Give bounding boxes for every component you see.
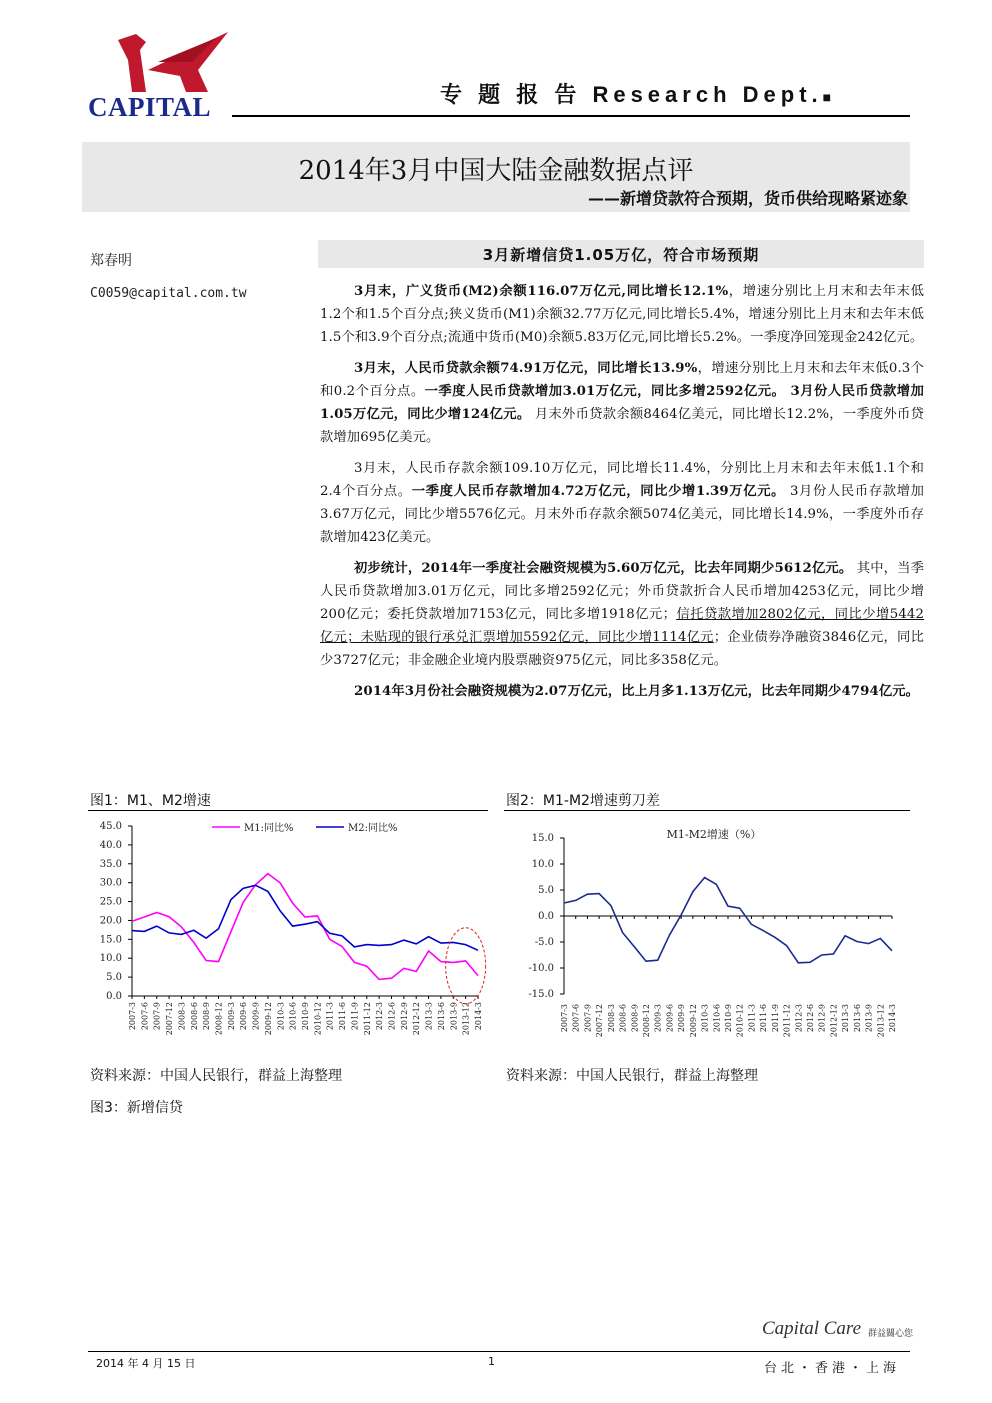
- x-tick-label: 2009-9: [251, 1002, 261, 1031]
- x-tick-label: 2007-9: [583, 1004, 593, 1033]
- report-subtitle: ——新增贷款符合预期，货币供给现略紧迹象: [587, 189, 908, 208]
- header-title-text: 专 题 报 告 Research Dept.: [440, 82, 823, 107]
- bold-text: 初步统计，2014年一季度社会融资规模为5.60万亿元，比去年同期少5612亿元。: [354, 561, 853, 576]
- bold-text: 3月末，广义货币(M2)余额116.07万亿元,同比增长12.1%: [354, 284, 729, 299]
- x-tick-label: 2014-3: [474, 1002, 483, 1031]
- text-run: ，增速分别比上月末和去年末低0.3个和0.2个百分点。: [320, 361, 924, 399]
- figure2-source: 资料来源：中国人民银行，群益上海整理: [506, 1068, 758, 1084]
- chart-m1-m2-growth: [88, 812, 492, 1058]
- y-tick-label: 0.0: [106, 991, 122, 1002]
- header-square-glyph: ■: [822, 89, 837, 105]
- paragraph: [320, 280, 924, 349]
- x-tick-label: 2007-12: [165, 1002, 175, 1036]
- figure2-rule: [504, 810, 910, 811]
- footer-date: 2014 年 4 月 15 日: [96, 1357, 196, 1370]
- x-tick-label: 2008-3: [177, 1002, 187, 1031]
- y-tick-label: 40.0: [99, 839, 122, 851]
- x-tick-label: 2012-9: [817, 1004, 827, 1033]
- x-tick-label: 2013-6: [852, 1004, 862, 1033]
- y-tick-label: 15.0: [99, 934, 122, 946]
- footer-brand: Capital Care: [762, 1318, 862, 1339]
- x-tick-label: 2013-3: [841, 1004, 851, 1033]
- x-tick-label: 2010-3: [700, 1004, 710, 1033]
- x-tick-label: 2012-9: [399, 1002, 409, 1031]
- paragraph: [320, 457, 924, 549]
- x-tick-label: 2010-9: [724, 1004, 733, 1033]
- x-tick-label: 2011-9: [770, 1004, 780, 1033]
- x-tick-label: 2007-3: [560, 1004, 569, 1033]
- x-tick-label: 2013-12: [876, 1004, 886, 1038]
- footer-page-number: 1: [488, 1355, 495, 1368]
- x-tick-label: 2009-12: [688, 1004, 698, 1038]
- section-title: 3月新增信贷1.05万亿，符合市场预期: [482, 246, 760, 264]
- x-tick-label: 2009-3: [226, 1002, 236, 1031]
- x-tick-label: 2007-6: [140, 1002, 150, 1031]
- x-tick-label: 2008-3: [606, 1004, 616, 1033]
- chart-title: M1-M2增速（%）: [666, 828, 762, 841]
- y-tick-label: 25.0: [99, 896, 122, 908]
- x-tick-label: 2012-12: [829, 1004, 839, 1038]
- x-tick-label: 2010-12: [735, 1004, 745, 1038]
- x-tick-label: 2011-6: [338, 1002, 348, 1031]
- footer-brand-sub: 群益關心您: [868, 1329, 914, 1339]
- chart-m1-m2-spread: [504, 812, 910, 1058]
- body-text: [320, 280, 924, 711]
- text-run: 3月末，人民币存款余额109.10万亿元，同比增长11.4%，分别比上月末和去年末低1.1个和2.4个百分点。: [320, 461, 924, 499]
- x-tick-label: 2007-6: [571, 1004, 581, 1033]
- x-tick-label: 2008-9: [202, 1002, 212, 1031]
- text-run: 其中，当季人民币贷款增加3.01万亿元，同比多增2592亿元；外币贷款折合人民币增加4253亿元，同比少增200亿元；委托贷款增加7153亿元，同比多增1918亿元；: [320, 561, 925, 622]
- y-tick-label: 10.0: [99, 953, 122, 965]
- x-tick-label: 2014-3: [888, 1004, 897, 1033]
- footer-cities: 台北・香港・上海: [764, 1361, 901, 1376]
- logo-bird-shape: [118, 34, 146, 92]
- x-tick-label: 2007-12: [595, 1004, 605, 1038]
- text-run: ，增速分别比上月末和去年末低1.2个和1.5个百分点;狭义货币(M1)余额32.77万亿元,同比增长5.4%，增速分别比上月末和去年末低1.5个和3.9个百分点;流通中货币(M0)余额5.83万亿元,同比增长5.2%。一季度净回笼现金242亿元。: [320, 284, 924, 345]
- y-tick-label: 20.0: [99, 915, 122, 927]
- x-tick-label: 2011-6: [759, 1004, 769, 1033]
- text-run: 月末外币贷款余额8464亿美元，同比增长12.2%，一季度外币贷款增加695亿美元。: [320, 407, 924, 445]
- x-tick-label: 2009-6: [239, 1002, 249, 1031]
- y-tick-label: 45.0: [99, 821, 122, 832]
- text-run: 3月份人民币存款增加3.67万亿元，同比少增5576亿元。月末外币存款余额5074亿美元，同比增长14.9%，一季度外币存款增加423亿美元。: [320, 484, 924, 545]
- series-line: [564, 878, 892, 963]
- series-line: [132, 874, 478, 980]
- x-tick-label: 2012-6: [387, 1002, 397, 1031]
- x-tick-label: 2009-6: [665, 1004, 675, 1033]
- figure1-rule: [88, 810, 488, 811]
- y-tick-label: -15.0: [528, 989, 554, 1000]
- x-tick-label: 2011-3: [747, 1004, 757, 1033]
- x-tick-label: 2008-6: [618, 1004, 628, 1033]
- paragraph: [320, 680, 924, 703]
- x-tick-label: 2010-6: [712, 1004, 722, 1033]
- legend-label: M1:同比%: [244, 823, 294, 834]
- paragraph: [320, 357, 924, 449]
- y-tick-label: 5.0: [538, 885, 554, 896]
- report-title: 2014年3月中国大陆金融数据点评: [298, 156, 694, 186]
- x-tick-label: 2008-12: [214, 1002, 224, 1036]
- x-tick-label: 2013-9: [449, 1002, 459, 1031]
- y-tick-label: 15.0: [531, 833, 554, 844]
- x-tick-label: 2010-12: [313, 1002, 323, 1036]
- x-tick-label: 2007-3: [128, 1002, 137, 1031]
- x-tick-label: 2008-6: [189, 1002, 199, 1031]
- x-tick-label: 2012-3: [375, 1002, 385, 1031]
- paragraph: [320, 557, 924, 672]
- x-tick-label: 2008-9: [630, 1004, 640, 1033]
- x-tick-label: 2008-12: [642, 1004, 651, 1038]
- header-title: [440, 78, 836, 109]
- x-tick-label: 2013-9: [864, 1004, 874, 1033]
- bold-text: 一季度人民币贷款增加3.01万亿元，同比多增2592亿元。 3月份人民币贷款增加1.05万亿元，同比少增124亿元。: [320, 384, 924, 422]
- x-tick-label: 2010-6: [288, 1002, 298, 1031]
- bold-text: 2014年3月份社会融资规模为2.07万亿元，比上月多1.13万亿元，比去年同期少4794亿元。: [354, 684, 920, 699]
- y-tick-label: 5.0: [106, 972, 122, 984]
- x-tick-label: 2011-12: [362, 1002, 372, 1036]
- y-tick-label: 30.0: [99, 877, 122, 889]
- x-tick-label: 2009-9: [677, 1004, 687, 1033]
- figure1-source: 资料来源：中国人民银行，群益上海整理: [90, 1068, 342, 1084]
- text-run: ；企业债券净融资3846亿元，同比少3727亿元；非金融企业境内股票融资975亿元，同比多358亿元。: [320, 630, 924, 668]
- x-tick-label: 2010-3: [276, 1002, 286, 1031]
- x-tick-label: 2010-9: [301, 1002, 310, 1031]
- x-tick-label: 2009-12: [263, 1002, 273, 1036]
- legend-label: M2:同比%: [348, 823, 398, 834]
- x-tick-label: 2013-6: [436, 1002, 446, 1031]
- footer-rule: [88, 1351, 910, 1352]
- underlined-text: 信托贷款增加2802亿元，同比少增5442亿元；未贴现的银行承兑汇票增加5592亿元，同比少增1114亿元: [320, 607, 925, 645]
- y-tick-label: 10.0: [531, 859, 554, 870]
- x-tick-label: 2009-3: [653, 1004, 663, 1033]
- figure3-caption: 图3：新增信贷: [90, 1100, 183, 1116]
- annotation-ellipse: [446, 928, 486, 1004]
- author-email: C0059@capital.com.tw: [90, 286, 247, 301]
- x-tick-label: 2007-9: [152, 1002, 162, 1031]
- author-name: 郑春明: [90, 253, 132, 269]
- x-tick-label: 2013-3: [424, 1002, 434, 1031]
- x-tick-label: 2012-3: [794, 1004, 804, 1033]
- figure1-caption: 图1：M1、M2增速: [90, 793, 211, 809]
- y-tick-label: -10.0: [528, 963, 554, 974]
- header-rule: [232, 115, 910, 117]
- x-tick-label: 2012-6: [806, 1004, 815, 1033]
- figure2-caption: 图2：M1-M2增速剪刀差: [506, 793, 660, 809]
- logo-text: CAPITAL: [88, 92, 212, 122]
- x-tick-label: 2012-12: [412, 1002, 422, 1036]
- x-tick-label: 2011-9: [350, 1002, 360, 1031]
- x-tick-label: 2011-12: [782, 1004, 792, 1038]
- y-tick-label: 0.0: [538, 911, 554, 922]
- bold-text: 一季度人民币存款增加4.72万亿元，同比少增1.39万亿元。: [411, 484, 786, 499]
- x-tick-label: 2013-12: [461, 1002, 471, 1036]
- y-tick-label: -5.0: [534, 937, 554, 948]
- y-tick-label: 35.0: [99, 858, 122, 870]
- bold-text: 3月末，人民币贷款余额74.91万亿元，同比增长13.9%: [354, 361, 698, 376]
- x-tick-label: 2011-3: [325, 1002, 335, 1031]
